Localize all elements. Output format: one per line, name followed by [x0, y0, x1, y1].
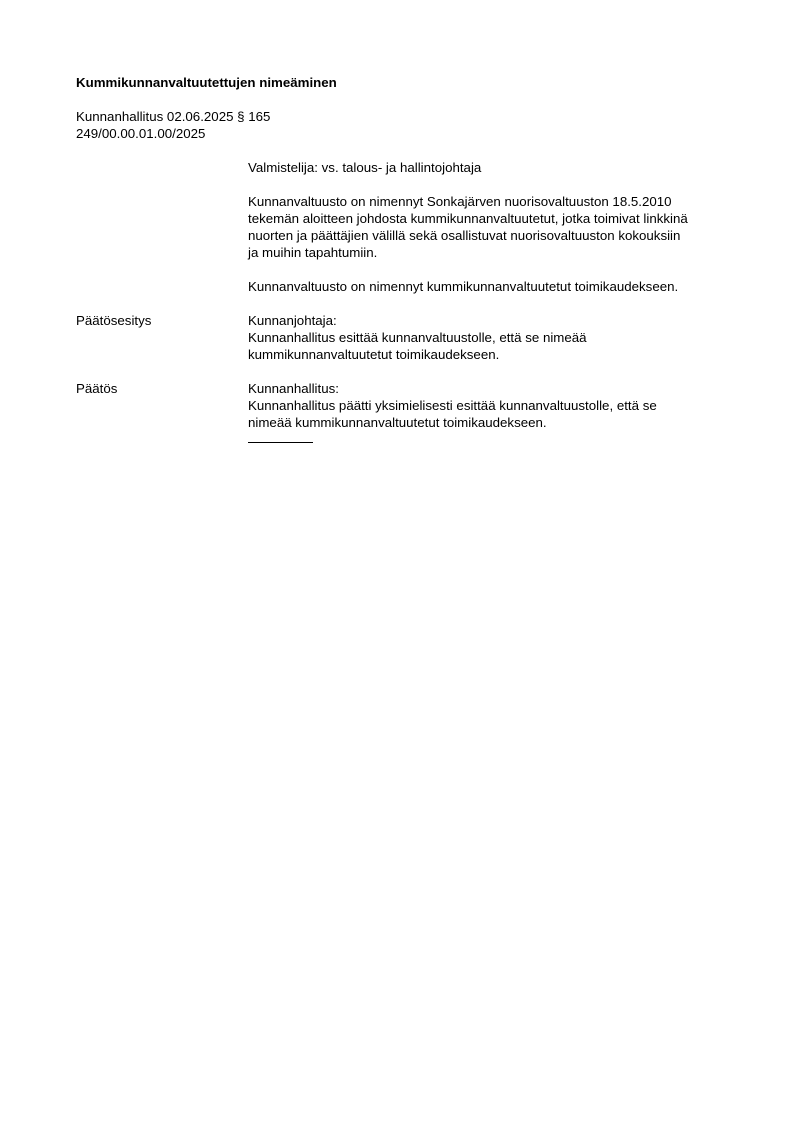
decision-label: Päätös [76, 381, 118, 396]
board-meeting-line: Kunnanhallitus 02.06.2025 § 165 [76, 109, 271, 124]
background-paragraph [248, 193, 748, 261]
proposal-presenter: Kunnanjohtaja: [248, 313, 337, 328]
decision-section [248, 380, 748, 431]
decision-line: nimeää kummikunnanvaltuutetut toimikaudekseen. [248, 415, 547, 430]
proposal-label: Päätösesitys [76, 313, 152, 328]
preparer-line [248, 159, 748, 176]
background-line: Kunnanvaltuusto on nimennyt Sonkajärven nuorisovaltuuston 18.5.2010 [248, 194, 672, 209]
document-title: Kummikunnanvaltuutettujen nimeäminen [76, 75, 337, 90]
proposal-section [248, 312, 748, 363]
proposal-line: Kunnanhallitus esittää kunnanvaltuustolle, että se nimeää [248, 330, 587, 345]
background-line: ja muihin tapahtumiin. [248, 245, 378, 260]
record-number: 249/00.00.01.00/2025 [76, 126, 206, 141]
second-paragraph-text: Kunnanvaltuusto on nimennyt kummikunnanvaltuutetut toimikaudekseen. [248, 279, 679, 294]
background-line: nuorten ja päättäjien välillä sekä osallistuvat nuorisovaltuuston kokouksiin [248, 228, 681, 243]
proposal-line: kummikunnanvaltuutetut toimikaudekseen. [248, 347, 500, 362]
second-paragraph [248, 278, 748, 295]
signature-divider [248, 442, 313, 443]
decision-body: Kunnanhallitus: [248, 381, 339, 396]
preparer-text: Valmistelija: vs. talous- ja hallintojohtaja [248, 160, 482, 175]
decision-line: Kunnanhallitus päätti yksimielisesti esittää kunnanvaltuustolle, että se [248, 398, 657, 413]
meeting-reference [76, 108, 270, 142]
background-line: tekemän aloitteen johdosta kummikunnanvaltuutetut, jotka toimivat linkkinä [248, 211, 688, 226]
